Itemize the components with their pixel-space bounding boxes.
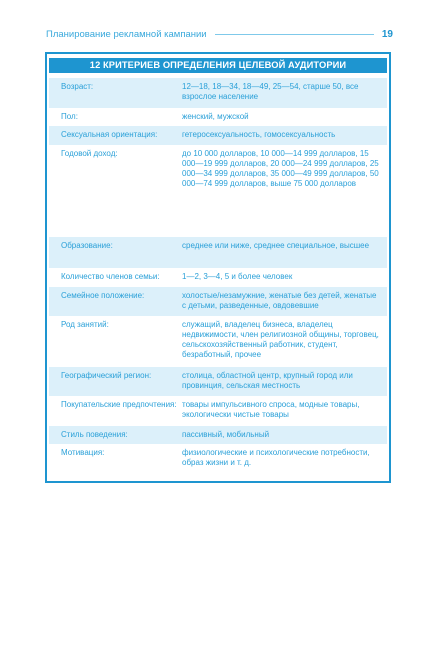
table-row [49,367,387,396]
table-row [49,396,387,426]
table-row [49,145,387,237]
row-value: до 10 000 долларов, 10 000—14 999 долларов, 15 000—19 999 долларов, 20 000—24 999 долларов, 25 000—34 999 долларов, 35 000—49 999 долларов, 50 000—74 999 долларов, выше 75 000 долларов [182,149,379,188]
row-label: Мотивация: [61,448,105,457]
table-row [49,237,387,268]
row-label: Сексуальная ориентация: [61,130,158,139]
chapter-title: Планирование рекламной кампании [46,28,207,40]
table-row [49,126,387,145]
table-row [49,108,387,126]
row-label: Образование: [61,241,113,250]
row-value: товары импульсивного спроса, модные товары, экологически чистые товары [182,400,360,419]
row-label: Покупательские предпочтения: [61,400,177,409]
row-label: Количество членов семьи: [61,272,160,281]
running-header [46,27,393,41]
row-value: гетеросексуальность, гомосексуальность [182,130,336,139]
row-value: пассивный, мобильный [182,430,270,439]
table-title: 12 КРИТЕРИЕВ ОПРЕДЕЛЕНИЯ ЦЕЛЕВОЙ АУДИТОРИИ [49,58,387,73]
row-value: 12—18, 18—34, 18—49, 25—54, старше 50, все взрослое население [182,82,359,101]
page-number: 19 [381,28,393,40]
table-body [49,78,387,474]
row-label: Годовой доход: [61,149,118,158]
row-label: Семейное положение: [61,291,145,300]
row-label: Возраст: [61,82,94,91]
table-row [49,287,387,316]
table-row [49,444,387,474]
table-row [49,316,387,367]
table-row [49,268,387,287]
row-value: физиологические и психологические потребности, образ жизни и т. д. [182,448,370,467]
row-value: служащий, владелец бизнеса, владелец недвижимости, член религиозной общины, торговец, сельскохозяйственный работник, студент, безработный, прочее [182,320,379,359]
row-label: Географический регион: [61,371,152,380]
row-label: Пол: [61,112,78,121]
row-value: холостые/незамужние, женатые без детей, женатые с детьми, разведенные, овдовевшие [182,291,377,310]
row-label: Стиль поведения: [61,430,128,439]
row-label: Род занятий: [61,320,109,329]
row-value: столица, областной центр, крупный город или провинция, сельская местность [182,371,353,390]
row-value: среднее или ниже, среднее специальное, высшее [182,241,370,250]
table-row [49,426,387,444]
row-value: 1—2, 3—4, 5 и более человек [182,272,293,281]
table-row [49,78,387,108]
row-value: женский, мужской [182,112,249,121]
header-rule [215,34,374,35]
criteria-table [45,52,391,483]
